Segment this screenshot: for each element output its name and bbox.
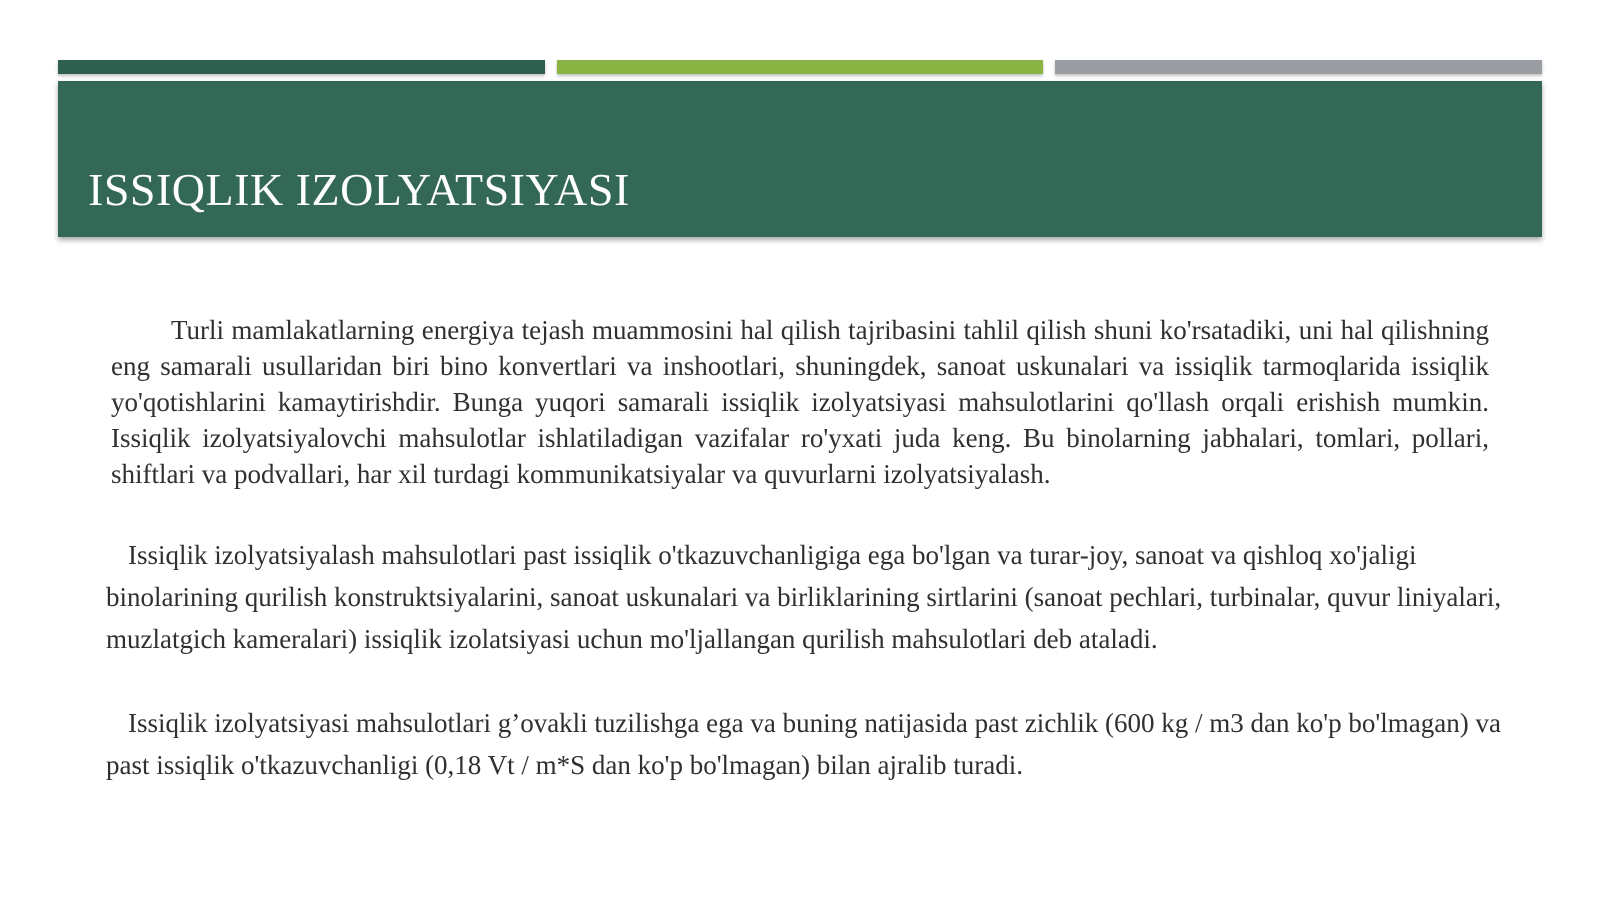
accent-bar-light-green (557, 60, 1043, 74)
title-banner (58, 81, 1542, 237)
slide-title: ISSIQLIK IZOLYATSIYASI (88, 164, 630, 215)
body-paragraph-1: Turli mamlakatlarning energiya tejash muammosini hal qilish tajribasini tahlil qilish shuni ko'rsatadiki, uni hal qilishning eng samarali usullaridan biri bino konvertlari va inshootlari, shuningdek, sanoat uskunalari va issiqlik tarmoqlarida issiqlik yo'qotishlarini kamaytirishdir. Bunga yuqori samarali issiqlik izolyatsiyasi mahsulotlarini qo'llash orqali erishish mumkin. Issiqlik izolyatsiyalovchi mahsulotlar ishlatiladigan vazifalar ro'yxati juda keng. Bu binolarning jabhalari, tomlari, pollari, shiftlari va podvallari, har xil turdagi kommunikatsiyalar va quvurlarni izolyatsiyalash. (111, 315, 1489, 489)
body-paragraph-3: Issiqlik izolyatsiyasi mahsulotlari g’ovakli tuzilishga ega va buning natijasida past zichlik (600 kg / m3 dan ko'p bo'lmagan) va past issiqlik o'tkazuvchanligi (0,18 Vt / m*S dan ko'p bo'lmagan) bilan ajralib turadi. (106, 708, 1501, 780)
accent-bar-gray (1055, 60, 1542, 74)
body-paragraph-2: Issiqlik izolyatsiyalash mahsulotlari past issiqlik o'tkazuvchanligiga ega bo'lgan va turar-joy, sanoat va qishloq xo'jaligi binolarining qurilish konstruktsiyalarini, sanoat uskunalari va birliklarining sirtlarini (sanoat pechlari, turbinalar, quvur liniyalari, muzlatgich kameralari) issiqlik izolatsiyasi uchun mo'ljallangan qurilish mahsulotlari deb ataladi. (106, 540, 1502, 654)
accent-bar-dark-green (58, 60, 545, 74)
